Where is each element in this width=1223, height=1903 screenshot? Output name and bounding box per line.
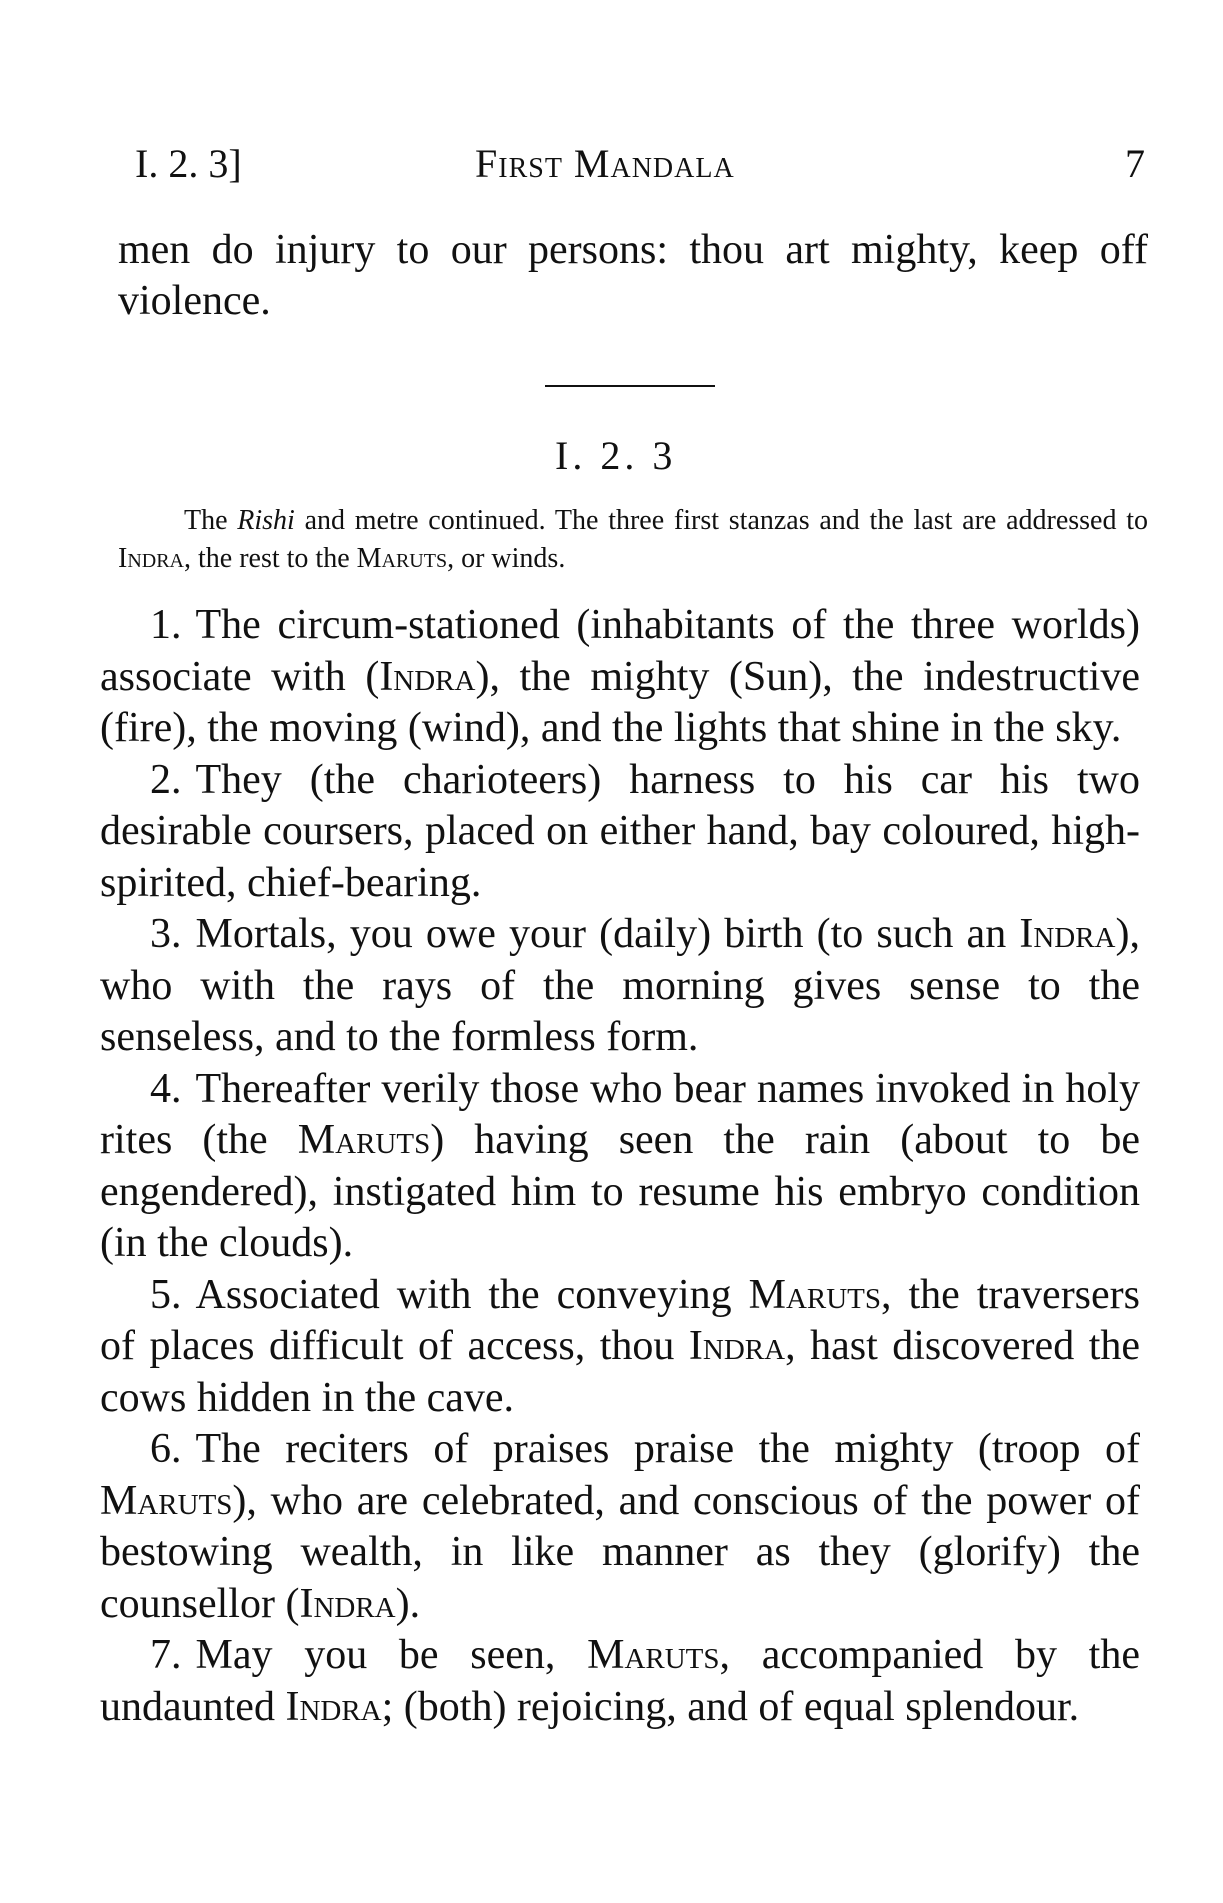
verse-number: 3. xyxy=(150,911,182,957)
verse-number: 4. xyxy=(150,1065,182,1112)
deity-name: Maruts xyxy=(100,1477,233,1524)
verse-number: 6. xyxy=(150,1426,182,1472)
deity-name: Indra xyxy=(688,1323,786,1369)
hymn-heading: I. 2. 3 xyxy=(555,433,677,478)
running-head-reference: I. 2. 3] xyxy=(135,141,242,186)
deity-name: Indra xyxy=(118,543,184,574)
verse-7: 7. May you be seen, Maruts, accompanied by the undaunted Indra; (both) rejoicing, and of equal splendour. xyxy=(100,1632,1140,1730)
verse-5: 5. Associated with the conveying Maruts, the traversers of places difficult of access, thou Indra, hast discovered the cows hidden in the cave. xyxy=(100,1271,1141,1421)
deity-name: Indra xyxy=(285,1683,382,1730)
rishi-term: Rishi xyxy=(237,505,295,536)
running-head-title: First Mandala xyxy=(475,141,735,186)
verse-number: 2. xyxy=(150,756,182,803)
running-head xyxy=(135,140,1145,190)
verse-list xyxy=(100,600,1140,1733)
page-number: 7 xyxy=(1125,141,1145,186)
section-divider xyxy=(545,385,715,387)
verse-number: 5. xyxy=(150,1271,182,1318)
verse-4: 4. Thereafter verily those who bear names invoked in holy rites (the Maruts) having seen the rain (about to be engendered), instigated him to resume his embryo condition (in the clouds). xyxy=(100,1065,1141,1266)
verse-number: 1. xyxy=(150,602,182,648)
verse-3: 3. Mortals, you owe your (daily) birth (to such an Indra), who with the rays of the morning gives sense to the senseless, and to the formless form. xyxy=(100,911,1140,1060)
verse-number: 7. xyxy=(150,1632,182,1678)
hymn-introduction: The Rishi and metre continued. The three first stanzas and the last are addressed to Indra, the rest to the Maruts, or winds. xyxy=(118,505,1148,574)
deity-name: Maruts xyxy=(587,1632,720,1678)
deity-name: Maruts xyxy=(297,1117,431,1163)
verse-1: 1. The circum-stationed (inhabitants of the three worlds) associate with (Indra), the mighty (Sun), the indestructive (fire), the moving (wind), and the lights that shine in the sky. xyxy=(100,602,1140,751)
deity-name: Indra xyxy=(379,653,476,700)
deity-name: Maruts xyxy=(748,1271,882,1318)
deity-name: Maruts xyxy=(356,543,448,574)
deity-name: Indra xyxy=(1019,911,1116,957)
verse-2: 2. They (the charioteers) harness to his car his two desirable coursers, placed on either hand, bay coloured, high-spirited, chief-bearing. xyxy=(100,756,1140,906)
carryover-paragraph: men do injury to our persons: thou art mighty, keep off violence. xyxy=(118,227,1148,324)
verse-6: 6. The reciters of praises praise the mighty (troop of Maruts), who are celebrated, and conscious of the power of bestowing wealth, in like manner as they (glorify) the counsellor (Indra). xyxy=(100,1426,1140,1627)
deity-name: Indra xyxy=(299,1580,396,1627)
